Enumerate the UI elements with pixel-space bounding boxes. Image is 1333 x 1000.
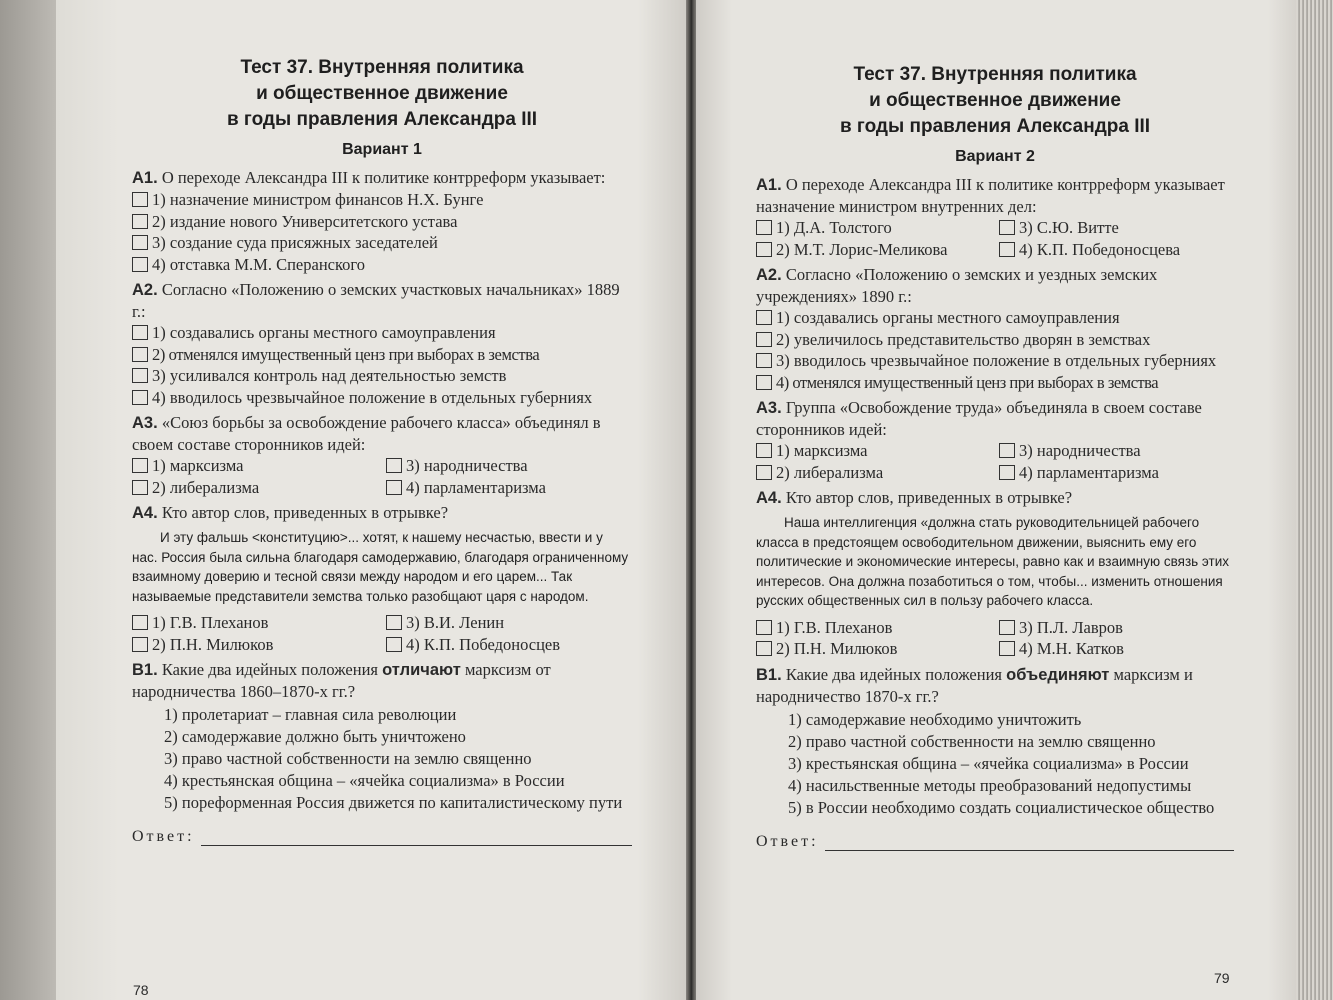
option-label: 4) вводилось чрезвычайное положение в отдельных губерниях — [152, 387, 593, 407]
question-number: В1. — [756, 665, 782, 684]
question-text: марксизм и народничество 1870-х гг.? — [756, 664, 1193, 706]
answer-option[interactable] — [132, 211, 632, 233]
checkbox[interactable] — [756, 242, 772, 257]
statement-list — [164, 704, 632, 814]
list-item: 2) право частной собственности на землю священно — [788, 731, 1156, 751]
checkbox[interactable] — [756, 310, 772, 325]
list-item: 3) крестьянская община – «ячейка социализма» в России — [788, 753, 1189, 773]
option-label: 2) отменялся имущественный ценз при выборах в земства — [152, 344, 540, 364]
option-label: 3) В.И. Ленин — [406, 613, 505, 632]
question-number: А1. — [756, 176, 782, 194]
question-number: А2. — [132, 281, 158, 299]
answer-line[interactable] — [201, 831, 632, 846]
option-label: 1) Г.В. Плеханов — [776, 617, 893, 637]
checkbox[interactable] — [132, 192, 148, 207]
page-edges — [1296, 0, 1333, 1000]
answer-option[interactable] — [756, 638, 991, 660]
answer-option[interactable] — [999, 617, 1234, 639]
answer-option[interactable] — [132, 477, 378, 499]
option-label: 2) увеличилось представительство дворян в земствах — [776, 329, 1151, 349]
checkbox[interactable] — [756, 641, 772, 656]
answer-option[interactable] — [756, 307, 1234, 329]
question-text: Какие два идейных положения — [785, 664, 1002, 684]
option-label: 2) М.Т. Лорис-Меликова — [776, 239, 948, 259]
checkbox[interactable] — [756, 620, 772, 635]
checkbox[interactable] — [386, 637, 402, 652]
answer-option[interactable] — [756, 372, 1234, 394]
left-page-content — [132, 55, 632, 846]
checkbox[interactable] — [999, 465, 1015, 480]
question-number: А4. — [756, 489, 782, 507]
option-label: 3) усиливался контроль над деятельностью земств — [152, 366, 507, 385]
checkbox[interactable] — [132, 257, 148, 272]
checkbox[interactable] — [132, 390, 148, 405]
answer-option[interactable] — [999, 462, 1234, 484]
option-label: 1) марксизма — [152, 456, 244, 475]
page-number: 78 — [133, 982, 149, 998]
checkbox[interactable] — [132, 615, 148, 630]
answer-option[interactable] — [999, 440, 1234, 462]
title-line: в годы правления Александра III — [226, 109, 538, 130]
answer-line[interactable] — [825, 836, 1234, 851]
answer-row — [756, 833, 1234, 851]
checkbox[interactable] — [132, 214, 148, 229]
option-label: 4) К.П. Победоносцева — [1019, 239, 1181, 259]
answer-option[interactable] — [999, 217, 1234, 239]
question-a2 — [132, 279, 632, 322]
answer-option[interactable] — [386, 612, 632, 634]
checkbox[interactable] — [756, 332, 772, 347]
page-number: 79 — [1214, 970, 1230, 986]
title-line: в годы правления Александра III — [839, 116, 1151, 137]
checkbox[interactable] — [999, 242, 1015, 257]
answer-option[interactable] — [132, 344, 632, 366]
list-item: 4) крестьянская община – «ячейка социализма» в России — [164, 771, 565, 790]
checkbox[interactable] — [756, 443, 772, 458]
quote-excerpt: И эту фальшь <конституцию>... хотят, к нашему несчастью, ввести и у нас. Россия была сильна благодаря самодержавию, благодаря ограниченному взаимному доверию и тесной связи между народом и его царем... Так называемые представители земства только разобщают царя с народом. — [132, 530, 629, 604]
question-number: А3. — [132, 414, 158, 432]
list-item: 5) в России необходимо создать социалистическое общество — [788, 797, 1215, 817]
list-item: 5) пореформенная Россия движется по капиталистическому пути — [164, 793, 623, 812]
question-text: Кто автор слов, приведенных в отрывке? — [785, 488, 1073, 507]
option-label: 3) П.Л. Лавров — [1019, 617, 1123, 637]
option-label: 3) народничества — [1019, 441, 1141, 460]
option-label: 2) П.Н. Милюков — [152, 634, 274, 654]
question-b1 — [756, 664, 1234, 707]
variant-heading: Вариант 2 — [955, 148, 1035, 165]
list-item: 1) пролетариат – главная сила революции — [164, 705, 457, 724]
checkbox[interactable] — [756, 353, 772, 368]
checkbox[interactable] — [756, 465, 772, 480]
answer-label: Ответ: — [756, 832, 819, 850]
answer-option[interactable] — [386, 455, 632, 477]
answer-option[interactable] — [132, 612, 378, 634]
answer-option[interactable] — [132, 365, 632, 387]
answer-option[interactable] — [999, 239, 1234, 261]
option-label: 1) создавались органы местного самоуправления — [152, 323, 496, 342]
list-item: 4) насильственные методы преобразований недопустимы — [788, 775, 1192, 795]
question-number: А4. — [132, 504, 158, 522]
option-label: 1) марксизма — [776, 441, 868, 460]
question-number: А2. — [756, 266, 782, 284]
checkbox[interactable] — [386, 615, 402, 630]
test-title — [756, 62, 1234, 140]
answer-option[interactable] — [132, 189, 632, 211]
question-a1 — [756, 174, 1234, 217]
checkbox[interactable] — [132, 325, 148, 340]
question-text: «Союз борьбы за освобождение рабочего класса» объединял в своем составе сторонников идей: — [132, 413, 601, 454]
answer-option[interactable] — [756, 329, 1234, 351]
variant-heading: Вариант 1 — [342, 141, 422, 158]
list-item: 3) право частной собственности на землю священно — [164, 749, 532, 768]
option-label: 4) парламентаризма — [1019, 462, 1159, 482]
question-text: Группа «Освобождение труда» объединяла в своем составе сторонников идей: — [756, 398, 1202, 439]
option-label: 1) Д.А. Толстого — [776, 218, 892, 237]
option-label: 2) либерализма — [152, 477, 260, 497]
question-text: О переходе Александра III к политике контрреформ указывает назначение министром внутренних дел: — [756, 175, 1225, 216]
checkbox[interactable] — [756, 375, 772, 390]
checkbox[interactable] — [132, 637, 148, 652]
emphasis-word: отличают — [382, 661, 461, 679]
option-label: 4) парламентаризма — [406, 477, 546, 497]
quote-excerpt: Наша интеллигенция «должна стать руководительницей рабочего класса в предстоящем освободительном движении, выяснить ему его политические и экономические интересы, равно как и взаимную связь этих интересов. Она должна позаботиться о том, чтобы... изменить отношения русских общественных сил в пользу рабочего класса. — [756, 515, 1230, 608]
table-background — [0, 0, 56, 1000]
question-b1 — [132, 659, 632, 702]
checkbox[interactable] — [386, 458, 402, 473]
options-grid — [132, 455, 632, 498]
statement-list — [788, 709, 1234, 819]
answer-option[interactable] — [756, 462, 991, 484]
checkbox[interactable] — [999, 443, 1015, 458]
emphasis-word: объединяют — [1006, 665, 1110, 684]
option-label: 1) назначение министром финансов Н.Х. Бунге — [152, 190, 484, 209]
question-text: Согласно «Положению о земских и уездных земских учреждениях» 1890 г.: — [756, 265, 1158, 306]
question-a3 — [756, 397, 1234, 440]
options-grid — [756, 617, 1234, 660]
title-line: Тест 37. Внутренняя политика — [853, 64, 1137, 85]
test-title — [132, 55, 632, 133]
question-text: Кто автор слов, приведенных в отрывке? — [161, 503, 449, 522]
options-grid — [756, 440, 1234, 483]
option-label: 3) создание суда присяжных заседателей — [152, 233, 438, 252]
question-a3 — [132, 412, 632, 455]
question-text: О переходе Александра III к политике контрреформ указывает: — [161, 168, 606, 187]
option-label: 4) К.П. Победоносцев — [406, 634, 561, 654]
list-item: 2) самодержавие должно быть уничтожено — [164, 727, 466, 746]
list-item: 1) самодержавие необходимо уничтожить — [788, 709, 1082, 729]
option-label: 2) П.Н. Милюков — [776, 639, 898, 658]
question-text: марксизм от народничества 1860–1870-х гг.? — [132, 660, 551, 701]
left-page — [56, 0, 688, 1000]
question-number: В1. — [132, 661, 158, 679]
checkbox[interactable] — [132, 480, 148, 495]
question-a4 — [132, 502, 632, 524]
question-a1 — [132, 167, 632, 189]
answer-option[interactable] — [132, 232, 632, 254]
option-label: 3) вводилось чрезвычайное положение в отдельных губерниях — [776, 351, 1217, 370]
answer-option[interactable] — [132, 254, 632, 276]
title-line: Тест 37. Внутренняя политика — [240, 57, 524, 78]
option-label: 4) М.Н. Катков — [1019, 639, 1124, 658]
checkbox[interactable] — [999, 220, 1015, 235]
option-label: 1) создавались органы местного самоуправления — [776, 308, 1120, 327]
answer-label: Ответ: — [132, 828, 195, 845]
option-label: 4) отменялся имущественный ценз при выборах в земства — [776, 372, 1159, 392]
answer-row — [132, 828, 632, 846]
checkbox[interactable] — [132, 368, 148, 383]
answer-option[interactable] — [386, 477, 632, 499]
answer-option[interactable] — [132, 634, 378, 656]
question-text: Согласно «Положению о земских участковых начальниках» 1889 г.: — [132, 280, 620, 321]
option-label: 3) народничества — [406, 456, 528, 475]
checkbox[interactable] — [999, 641, 1015, 656]
answer-option[interactable] — [386, 634, 632, 656]
right-page — [696, 0, 1298, 1000]
checkbox[interactable] — [132, 347, 148, 362]
answer-option[interactable] — [756, 617, 991, 639]
checkbox[interactable] — [756, 220, 772, 235]
option-label: 1) Г.В. Плеханов — [152, 613, 269, 632]
question-a2 — [756, 264, 1234, 307]
question-a4 — [756, 487, 1234, 509]
question-number: А1. — [132, 169, 158, 187]
title-line: и общественное движение — [869, 90, 1121, 111]
option-label: 2) либерализма — [776, 462, 884, 482]
question-number: А3. — [756, 399, 782, 417]
answer-option[interactable] — [756, 217, 991, 239]
option-label: 2) издание нового Университетского устава — [152, 211, 458, 231]
answer-option[interactable] — [756, 440, 991, 462]
right-page-content — [756, 62, 1234, 851]
answer-option[interactable] — [132, 387, 632, 409]
answer-option[interactable] — [756, 239, 991, 261]
checkbox[interactable] — [386, 480, 402, 495]
options-grid — [132, 612, 632, 655]
options-grid — [756, 217, 1234, 260]
answer-option[interactable] — [999, 638, 1234, 660]
checkbox[interactable] — [999, 620, 1015, 635]
title-line: и общественное движение — [256, 83, 508, 104]
answer-option[interactable] — [132, 455, 378, 477]
answer-option[interactable] — [756, 350, 1234, 372]
answer-option[interactable] — [132, 322, 632, 344]
checkbox[interactable] — [132, 458, 148, 473]
question-text: Какие два идейных положения — [161, 660, 378, 679]
option-label: 4) отставка М.М. Сперанского — [152, 254, 366, 274]
checkbox[interactable] — [132, 235, 148, 250]
option-label: 3) С.Ю. Витте — [1019, 218, 1119, 237]
